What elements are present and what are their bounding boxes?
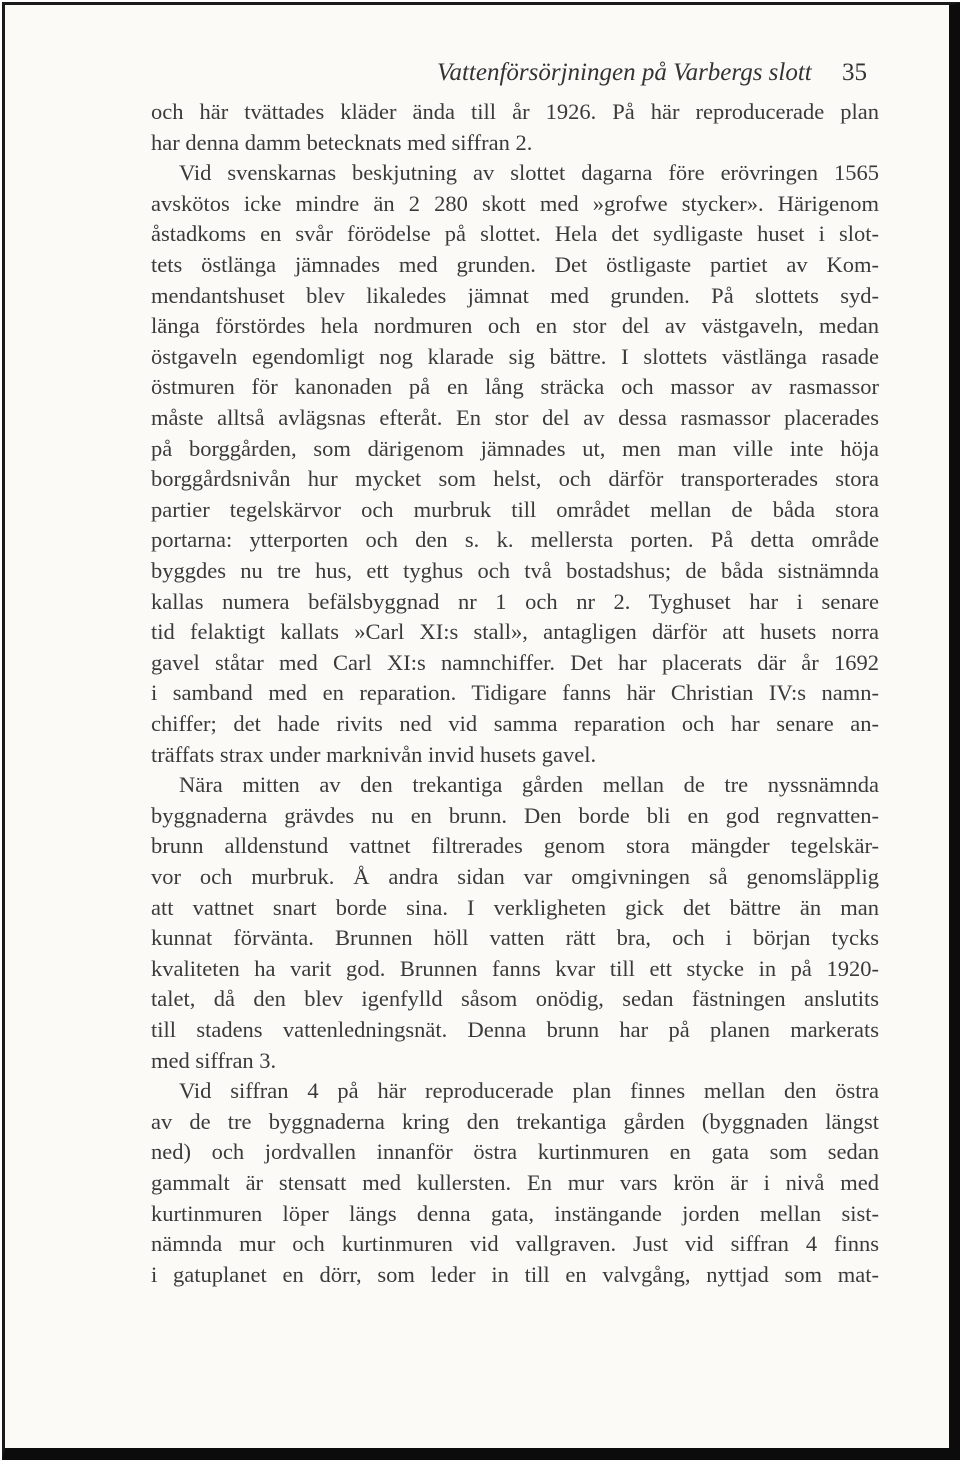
text-line: i gatuplanet en dörr, som leder in till en valvgång, nyttjad som mat-: [151, 1261, 879, 1287]
text-line: har denna damm betecknats med siffran 2.: [151, 129, 533, 155]
text-line: kallas numera befälsbyggnad nr 1 och nr 2. Tyghuset har i senare: [151, 588, 879, 614]
text-line: länga förstördes hela nordmuren och en stor del av västgaveln, medan: [151, 313, 879, 339]
text-line: Vid siffran 4 på här reproducerade plan finnes mellan den östra: [179, 1078, 879, 1104]
text-line: kunnat förvänta. Brunnen höll vatten rätt bra, och i början tycks: [151, 925, 879, 951]
text-line: på borggården, som därigenom jämnades ut, men man ville inte höja: [151, 435, 879, 461]
text-line: ned) och jordvallen innanför östra kurtinmuren en gata som sedan: [151, 1139, 879, 1165]
text-line: borggårdsnivån hur mycket som helst, och därför transporterades stora: [151, 466, 879, 492]
text-line: av de tre byggnaderna kring den trekantiga gården (byggnaden längst: [151, 1108, 879, 1134]
text-line: Vid svenskarnas beskjutning av slottet dagarna före erövringen 1565: [179, 160, 879, 186]
running-head: [437, 59, 867, 87]
text-line: avskötos icke mindre än 2 280 skott med »grofwe stycker». Härigenom: [151, 190, 879, 216]
text-line: kurtinmuren löper längs denna gata, instängande jorden mellan sist-: [151, 1200, 879, 1226]
text-line: chiffer; det hade rivits ned vid samma reparation och har senare an-: [151, 711, 879, 736]
text-line: byggnaderna grävdes nu en brunn. Den borde bli en god regnvatten-: [151, 802, 879, 828]
text-line: tid felaktigt kallats »Carl XI:s stall», antagligen därför att husets norra: [151, 619, 879, 645]
text-line: byggdes nu tre hus, ett tyghus och två bostadshus; de båda sistnämnda: [151, 558, 879, 583]
text-line: och här tvättades kläder ända till år 1926. På här reproducerade plan: [151, 99, 879, 124]
text-line: kvaliteten ha varit god. Brunnen fanns kvar till ett stycke in på 1920-: [151, 955, 879, 981]
text-line: mendantshuset blev likaledes jämnat med grunden. På slottets syd-: [151, 282, 879, 308]
text-line: gavel ståtar med Carl XI:s namnchiffer. Det har placerats där år 1692: [151, 649, 879, 675]
page-number: 35: [842, 59, 867, 86]
text-line: till stadens vattenledningsnät. Denna brunn har på planen markerats: [151, 1017, 879, 1042]
text-line: partier tegelskärvor och murbruk till området mellan de båda stora: [151, 496, 879, 522]
text-line: Nära mitten av den trekantiga gården mellan de tre nyssnämnda: [179, 772, 879, 798]
text-line: åstadkoms en svår förödelse på slottet. Hela det sydligaste huset i slot-: [151, 221, 879, 247]
text-line: vor och murbruk. Å andra sidan var omgivningen så genomsläpplig: [151, 864, 879, 889]
book-page: [2, 2, 960, 1460]
text-line: brunn alldenstund vattnet filtrerades genom stora mängder tegelskär-: [151, 833, 879, 859]
text-line: östmuren för kanonaden på en lång sträcka och massor av rasmassor: [151, 374, 879, 400]
text-line: portarna: ytterporten och den s. k. mellersta porten. På detta område: [151, 527, 879, 553]
text-line: nämnda mur och kurtinmuren vid vallgraven. Just vid siffran 4 finns: [151, 1231, 879, 1257]
text-line: östgaveln egendomligt nog klarade sig bättre. I slottets västlänga rasade: [151, 343, 879, 369]
text-line: träffats strax under marknivån invid husets gavel.: [151, 741, 597, 767]
text-line: gammalt är stensatt med kullersten. En mur vars krön är i nivå med: [151, 1170, 879, 1195]
text-line: måste alltså avlägsnas efteråt. En stor del av dessa rasmassor placerades: [151, 405, 879, 430]
text-line: talet, då den blev igenfylld såsom onödig, sedan fästningen anslutits: [151, 986, 879, 1012]
running-title: Vattenförsörjningen på Varbergs slott: [436, 59, 812, 86]
text-line: att vattnet snart borde sina. I verkligheten gick det bättre än man: [151, 894, 879, 920]
text-line: i samband med en reparation. Tidigare fanns här Christian IV:s namn-: [151, 680, 879, 706]
text-line: tets östlänga jämnades med grunden. Det östligaste partiet av Kom-: [151, 252, 879, 277]
text-line: med siffran 3.: [151, 1047, 277, 1073]
